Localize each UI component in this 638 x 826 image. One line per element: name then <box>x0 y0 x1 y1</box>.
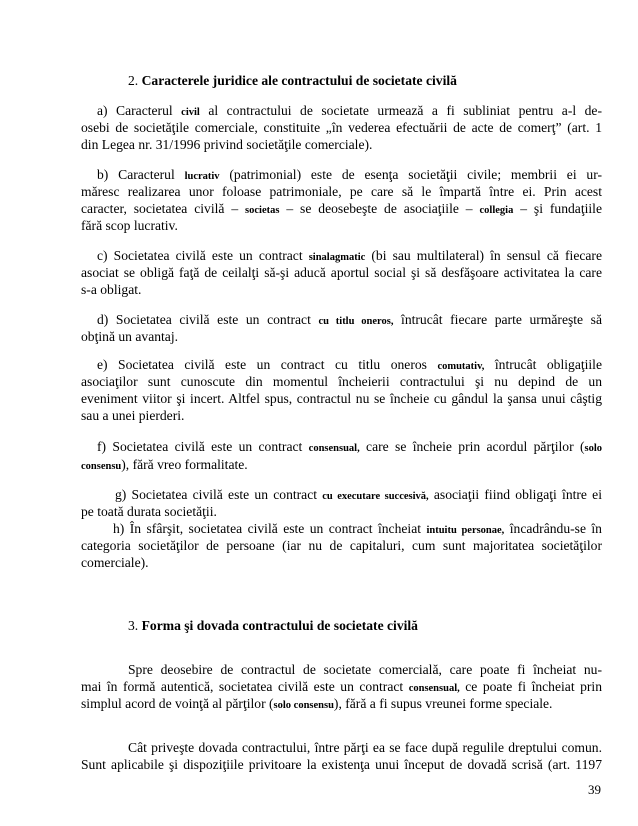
page-number: 39 <box>588 782 601 797</box>
paragraph-b-line-3: caracter, societatea civilă – societas – se deosebeşte de asociaţiile – collegia – şi fundaţiile <box>81 201 602 216</box>
section-2-title: Caracterele juridice ale contractului de societate civilă <box>141 73 457 88</box>
paragraph-c-line-1: c) Societatea civilă este un contract sinalagmatic (bi sau multilateral) în sensul că fiecare <box>97 248 602 263</box>
paragraph-b-line-1: b) Caracterul lucrativ (patrimonial) este de esenţa societăţii civile; membrii ei ur- <box>97 167 602 182</box>
term-collegia: collegia <box>479 205 514 216</box>
paragraph-g-line-2: pe toată durata societăţii. <box>81 504 217 519</box>
paragraph-b-line-4: fără scop lucrativ. <box>81 218 178 233</box>
paragraph-b-line-2: măresc realizarea unor foloase patrimoniale, pe care să le împartă între ei. Prin acest <box>81 184 602 199</box>
paragraph-e-line-4: sau a unei pierderi. <box>81 408 185 423</box>
paragraph-c-line-2: asociat se obligă faţă de ceilalţi să-şi aducă aportul social şi să desfăşoare activitatea la care <box>81 265 602 280</box>
paragraph-s3b-line-1: Cât priveşte dovada contractului, între părţi ea se face după regulile dreptului comun. <box>128 740 602 755</box>
paragraph-h-line-3: comerciale). <box>81 555 149 570</box>
paragraph-s3a-line-1: Spre deosebire de contractul de societate comercială, care poate fi încheiat nu- <box>128 662 602 677</box>
section-3-heading <box>128 617 418 634</box>
section-2-heading <box>128 72 457 89</box>
term-comutativ: comutativ, <box>437 361 485 372</box>
section-3-number: 3. <box>128 618 139 633</box>
paragraph-e-line-3: eveniment viitor şi incert. Altfel spus, contractul nu se încheie cu gândul la şansa unui câştig <box>81 391 602 406</box>
paragraph-a-line-3: din Legea nr. 31/1996 privind societăţile comerciale). <box>81 137 373 152</box>
term-cu-titlu-oneros: cu titlu oneros, <box>318 316 394 327</box>
section-2-number: 2. <box>128 73 139 88</box>
paragraph-f-line-2: consensu), fără vreo formalitate. <box>81 457 248 472</box>
term-lucrativ: lucrativ <box>184 171 220 182</box>
section-3-title: Forma şi dovada contractului de societate civilă <box>141 618 418 633</box>
paragraph-d-line-2: obţină un avantaj. <box>81 329 179 344</box>
paragraph-e-line-1: e) Societatea civilă este un contract cu titlu oneros comutativ, întrucât obligaţiile <box>97 357 602 372</box>
term-cu-executare-succesiva: cu executare succesivă, <box>322 491 429 502</box>
paragraph-s3a-line-3: simplul acord de voinţă al părţilor (solo consensu), fără a fi supus vreunei forme speciale. <box>81 696 553 711</box>
paragraph-d-line-1: d) Societatea civilă este un contract cu titlu oneros, întrucât fiecare parte urmăreşte să <box>97 312 602 327</box>
term-civil: civil <box>181 107 200 118</box>
term-intuitu-personae: intuitu personae, <box>426 525 505 536</box>
term-solo-consensu: solo consensu <box>273 700 334 711</box>
term-consensu: consensu <box>81 461 122 472</box>
term-sinalagmatic: sinalagmatic <box>308 252 366 263</box>
paragraph-a-line-2: osebi de societăţile comerciale, constituite „în vederea efectuării de acte de comerţ” (art. 1 <box>81 120 602 135</box>
paragraph-h-line-1: h) În sfârşit, societatea civilă este un contract încheiat intuitu personae, încadrându-se în <box>113 521 602 536</box>
paragraph-e-line-2: asociaţilor sunt cunoscute din momentul încheierii contractului şi nu depind de un <box>81 374 602 389</box>
paragraph-h-line-2: categoria societăţilor de persoane (iar nu de capitaluri, cum sunt majoritatea societăţilor <box>81 538 602 553</box>
paragraph-s3b-line-2: Sunt aplicabile şi dispoziţiile privitoare la existenţa unui început de dovadă scrisă (art. 1197 <box>81 757 602 772</box>
term-solo: solo <box>584 443 603 454</box>
term-consensual-2: consensual, <box>408 683 460 694</box>
paragraph-f-line-1: f) Societatea civilă este un contract consensual, care se încheie prin acordul părţilor (solo <box>97 439 603 454</box>
paragraph-g-line-1: g) Societatea civilă este un contract cu executare succesivă, asociaţii fiind obligaţi între ei <box>115 487 602 502</box>
paragraph-c-line-3: s-a obligat. <box>81 282 142 297</box>
term-societas: societas <box>245 205 280 216</box>
term-consensual: consensual, <box>308 443 360 454</box>
paragraph-s3a-line-2: mai în formă autentică, societatea civilă este un contract consensual, ce poate fi încheiat prin <box>81 679 602 694</box>
paragraph-a-line-1: a) Caracterul civil al contractului de societate urmează a fi subliniat pentru a-l de- <box>97 103 602 118</box>
